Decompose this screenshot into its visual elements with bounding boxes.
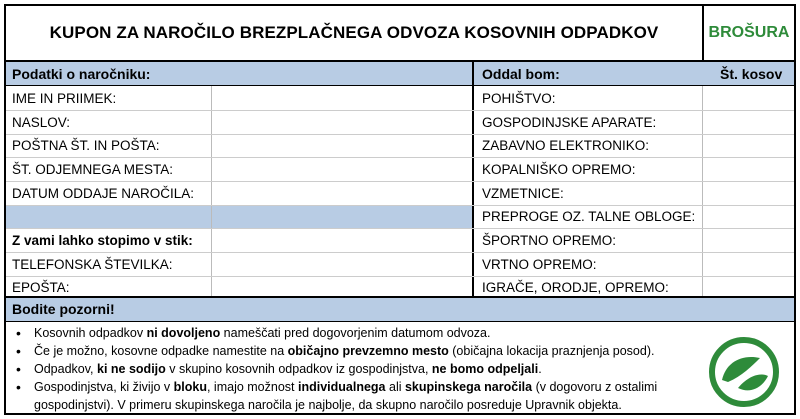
grid-vline-mid xyxy=(472,62,474,296)
label-name: IME IN PRIIMEK: xyxy=(12,91,117,106)
count-appliances-input[interactable] xyxy=(703,111,794,135)
label-email: EPOŠTA: xyxy=(12,280,70,295)
count-mattresses-input[interactable] xyxy=(703,182,794,206)
note-text: Če je možno, kosovne odpadke namestite na xyxy=(34,344,288,358)
brochure-badge: BROŠURA xyxy=(702,6,794,60)
count-garden-input[interactable] xyxy=(703,253,794,277)
list-item xyxy=(6,324,696,342)
list-item xyxy=(6,378,696,414)
note-text: (v dogovoru z ostalimi gospodinjstvi). V primeru skupinskega naročila je najbolje, da skupno naročilo posreduje Upravnik objekta. xyxy=(34,380,658,412)
count-sports-input[interactable] xyxy=(703,229,794,253)
label-postal: POŠTNA ŠT. IN POŠTA: xyxy=(12,138,160,153)
order-date-input[interactable] xyxy=(212,182,472,206)
item-electronics: ZABAVNO ELEKTRONIKO: xyxy=(482,138,650,153)
note-text: nameščati pred dogovorjenim datumom odvoza. xyxy=(220,326,491,340)
address-input[interactable] xyxy=(212,111,472,135)
count-carpets-input[interactable] xyxy=(703,205,794,229)
table-header xyxy=(6,62,794,86)
note-text: Kosovnih odpadkov xyxy=(34,326,147,340)
blank-shaded-row xyxy=(6,205,472,229)
warning-title: Bodite pozorni! xyxy=(6,296,794,322)
item-toys-tools: IGRAČE, ORODJE, OPREMO: xyxy=(482,280,669,295)
label-address: NASLOV: xyxy=(12,115,71,130)
note-bold: običajno prevzemno mesto xyxy=(287,344,449,358)
company-logo-icon xyxy=(708,336,780,408)
note-text: ali xyxy=(385,380,405,394)
note-bold: ki ne sodijo xyxy=(97,362,166,376)
note-text: Odpadkov, xyxy=(34,362,98,376)
note-bold: individualnega xyxy=(298,380,386,394)
header-will-submit: Oddal bom: xyxy=(482,66,560,82)
note-text: (običajna lokacija praznjenja posod). xyxy=(448,344,655,358)
header-item-count: Št. kosov xyxy=(720,66,783,82)
label-order-date: DATUM ODDAJE NAROČILA: xyxy=(12,186,195,201)
note-bold: ni dovoljeno xyxy=(146,326,221,340)
count-bathroom-input[interactable] xyxy=(703,158,794,182)
page-title: KUPON ZA NAROČILO BREZPLAČNEGA ODVOZA KOSOVNIH ODPADKOV xyxy=(49,23,659,42)
note-bold: ne bomo odpeljali xyxy=(431,362,539,376)
list-item xyxy=(6,342,696,360)
header-customer-data: Podatki o naročniku: xyxy=(12,66,151,82)
item-furniture: POHIŠTVO: xyxy=(482,91,556,106)
item-garden: VRTNO OPREMO: xyxy=(482,257,597,272)
notes-list xyxy=(6,324,696,414)
count-furniture-input[interactable] xyxy=(703,87,794,111)
label-contact-heading: Z vami lahko stopimo v stik: xyxy=(12,233,193,248)
label-phone: TELEFONSKA ŠTEVILKA: xyxy=(12,257,173,272)
count-electronics-input[interactable] xyxy=(703,134,794,158)
item-carpets: PREPROGE OZ. TALNE OBLOGE: xyxy=(482,209,696,224)
label-pickup-point: ŠT. ODJEMNEGA MESTA: xyxy=(12,162,174,177)
list-item xyxy=(6,360,696,378)
title-row xyxy=(6,6,794,62)
name-input[interactable] xyxy=(212,87,472,111)
note-text: v skupino kosovnih odpadkov iz gospodinjstva, xyxy=(165,362,432,376)
postal-input[interactable] xyxy=(212,134,472,158)
pickup-point-input[interactable] xyxy=(212,158,472,182)
coupon-form xyxy=(4,4,796,415)
phone-input[interactable] xyxy=(212,253,472,277)
note-text: Gospodinjstva, ki živijo v xyxy=(34,380,174,394)
note-bold: bloku xyxy=(173,380,207,394)
note-text: , imajo možnost xyxy=(206,380,298,394)
item-sports: ŠPORTNO OPREMO: xyxy=(482,233,617,248)
note-text: . xyxy=(538,362,542,376)
item-mattresses: VZMETNICE: xyxy=(482,186,564,201)
item-bathroom: KOPALNIŠKO OPREMO: xyxy=(482,162,636,177)
note-bold: skupinskega naročila xyxy=(404,380,533,394)
item-appliances: GOSPODINJSKE APARATE: xyxy=(482,115,657,130)
